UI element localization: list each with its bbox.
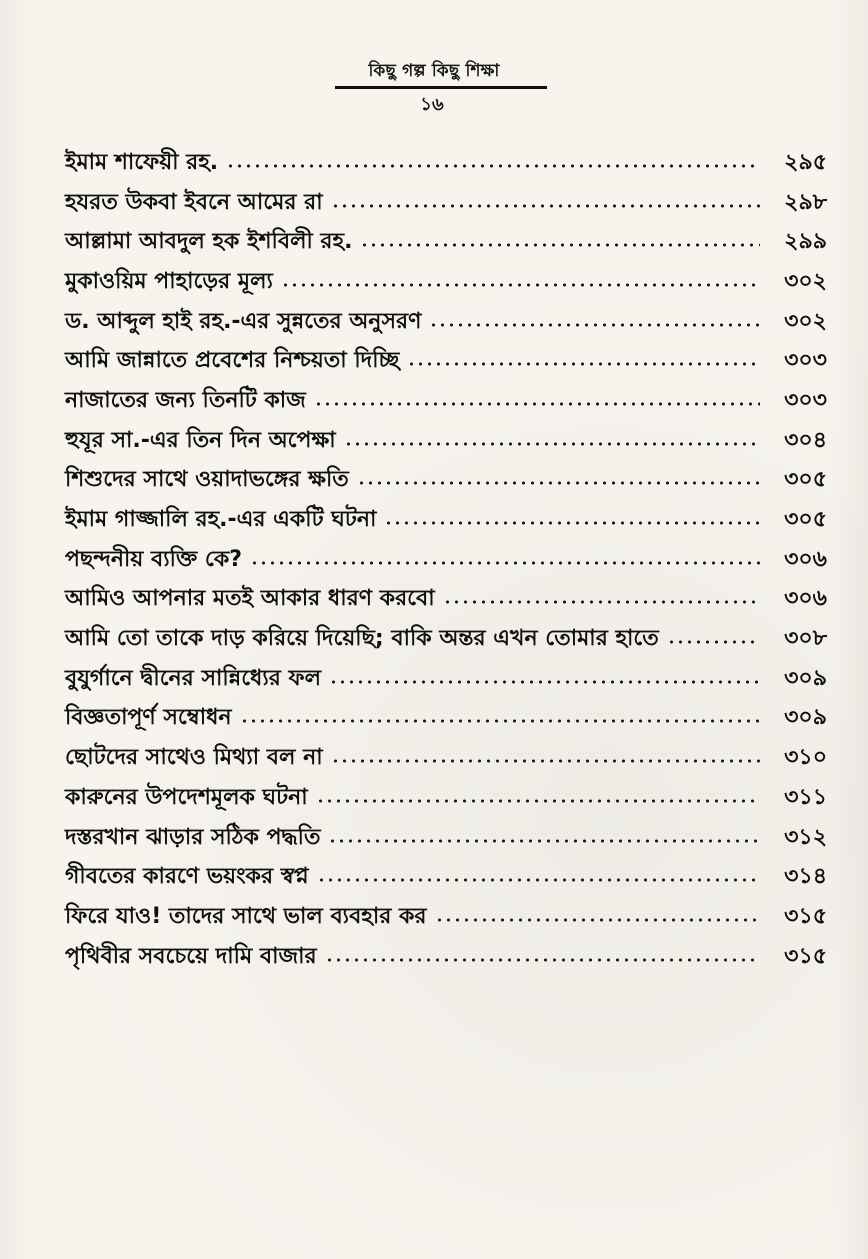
toc-leader: [325, 956, 760, 964]
toc-leader: [240, 717, 760, 725]
toc-title: আমি তো তাকে দাড় করিয়ে দিয়েছি; বাকি অন্তর এখন তোমার হাতে: [65, 626, 659, 652]
toc-title: পৃথিবীর সবচেয়ে দামি বাজার: [65, 943, 317, 969]
toc-title: নাজাতের জন্য তিনটি কাজ: [65, 387, 306, 413]
toc-title: বিজ্ঞতাপূর্ণ সম্বোধন: [65, 705, 232, 731]
toc-row: [65, 222, 827, 262]
toc-row: [65, 937, 827, 977]
toc-title: কারুনের উপদেশমূলক ঘটনা: [65, 784, 308, 810]
toc-page-number: ৩০৫: [784, 467, 827, 493]
toc-title: আল্লামা আবদুল হক ইশবিলী রহ.: [65, 229, 353, 255]
toc-leader: [331, 202, 760, 210]
toc-title: আমি জান্নাতে প্রবেশের নিশ্চয়তা দিচ্ছি: [65, 348, 400, 374]
toc-leader: [250, 559, 760, 567]
toc-row: [65, 183, 827, 223]
toc-page-number: ২৯৫: [784, 149, 827, 175]
page-number: ১৬: [420, 94, 444, 115]
toc-row: [65, 659, 827, 699]
toc-leader: [226, 162, 760, 170]
toc-page-number: ৩০৩: [784, 387, 827, 413]
toc-page-number: ৩১৫: [784, 903, 827, 929]
toc-row: [65, 341, 827, 381]
toc-page-number: ৩০৯: [784, 665, 827, 691]
toc-title: ইমাম গাজ্জালি রহ.-এর একটি ঘটনা: [65, 507, 377, 533]
toc-row: [65, 699, 827, 739]
toc-leader: [429, 321, 760, 329]
toc-title: ইমাম শাফেয়ী রহ.: [65, 149, 219, 175]
running-title: কিছু গল্প কিছু শিক্ষা: [368, 61, 500, 81]
toc-page-number: ৩০৪: [784, 427, 827, 453]
toc-leader: [331, 757, 760, 765]
toc-leader: [357, 479, 760, 487]
toc-page-number: ৩০২: [784, 308, 827, 334]
toc-page-number: ৩০৩: [784, 348, 827, 374]
toc-row: [65, 619, 827, 659]
toc-leader: [667, 638, 760, 646]
toc-page-number: ৩১৪: [784, 864, 827, 890]
toc-row: [65, 540, 827, 580]
toc-title: হযরত উকবা ইবনে আমের রা: [65, 189, 323, 215]
toc-title: হুযূর সা.-এর তিন দিন অপেক্ষা: [65, 427, 336, 453]
toc-page-number: ২৯৮: [784, 189, 827, 215]
toc-leader: [329, 678, 760, 686]
toc-leader: [384, 519, 760, 527]
toc-title: আমিও আপনার মতই আকার ধারণ করবো: [65, 586, 435, 612]
toc-page-number: ৩০৮: [784, 626, 827, 652]
toc-page-number: ৩১১: [784, 784, 827, 810]
toc-leader: [443, 598, 760, 606]
page-header: [0, 58, 868, 119]
toc-leader: [360, 241, 760, 249]
toc-leader: [281, 281, 760, 289]
toc-title: মুকাওয়িম পাহাড়ের মূল্য: [65, 268, 273, 294]
toc-row: [65, 778, 827, 818]
toc-row: [65, 302, 827, 342]
toc-page-number: ৩০৬: [784, 546, 827, 572]
toc-row: [65, 461, 827, 501]
toc-leader: [407, 360, 760, 368]
toc-row: [65, 143, 827, 183]
toc-title: শিশুদের সাথে ওয়াদাভঙ্গের ক্ষতি: [65, 467, 349, 493]
toc-row: [65, 738, 827, 778]
toc-row: [65, 818, 827, 858]
toc-title: ফিরে যাও! তাদের সাথে ভাল ব্যবহার কর: [65, 903, 427, 929]
toc-title: পছন্দনীয় ব্যক্তি কে?: [65, 546, 242, 572]
toc-leader: [328, 837, 760, 845]
toc-title: ছোটদের সাথেও মিথ্যা বল না: [65, 745, 323, 771]
toc-page-number: ২৯৯: [784, 229, 827, 255]
toc-page-number: ৩১২: [784, 824, 827, 850]
toc-title: ড. আব্দুল হাই রহ.-এর সুন্নতের অনুসরণ: [65, 308, 422, 334]
toc-page-number: ৩০২: [784, 268, 827, 294]
toc-title: গীবতের কারণে ভয়ংকর স্বপ্ন: [65, 864, 309, 890]
toc-row: [65, 580, 827, 620]
toc-title: বুযুর্গানে দ্বীনের সান্নিধ্যের ফল: [65, 665, 321, 691]
toc-leader: [435, 916, 761, 924]
toc-page-number: ৩০৫: [784, 507, 827, 533]
toc-page-number: ৩০৯: [784, 705, 827, 731]
toc-page-number: ৩১০: [784, 745, 827, 771]
toc-leader: [314, 400, 760, 408]
toc-row: [65, 897, 827, 937]
toc-leader: [317, 876, 760, 884]
toc-row: [65, 381, 827, 421]
toc-page-number: ৩১৫: [784, 943, 827, 969]
table-of-contents: [65, 143, 827, 976]
toc-leader: [344, 440, 760, 448]
toc-page-number: ৩০৬: [784, 586, 827, 612]
toc-row: [65, 857, 827, 897]
toc-row: [65, 500, 827, 540]
toc-leader: [316, 797, 760, 805]
toc-title: দস্তরখান ঝাড়ার সঠিক পদ্ধতি: [65, 824, 321, 850]
toc-row: [65, 262, 827, 302]
toc-row: [65, 421, 827, 461]
header-rule: [335, 86, 547, 89]
